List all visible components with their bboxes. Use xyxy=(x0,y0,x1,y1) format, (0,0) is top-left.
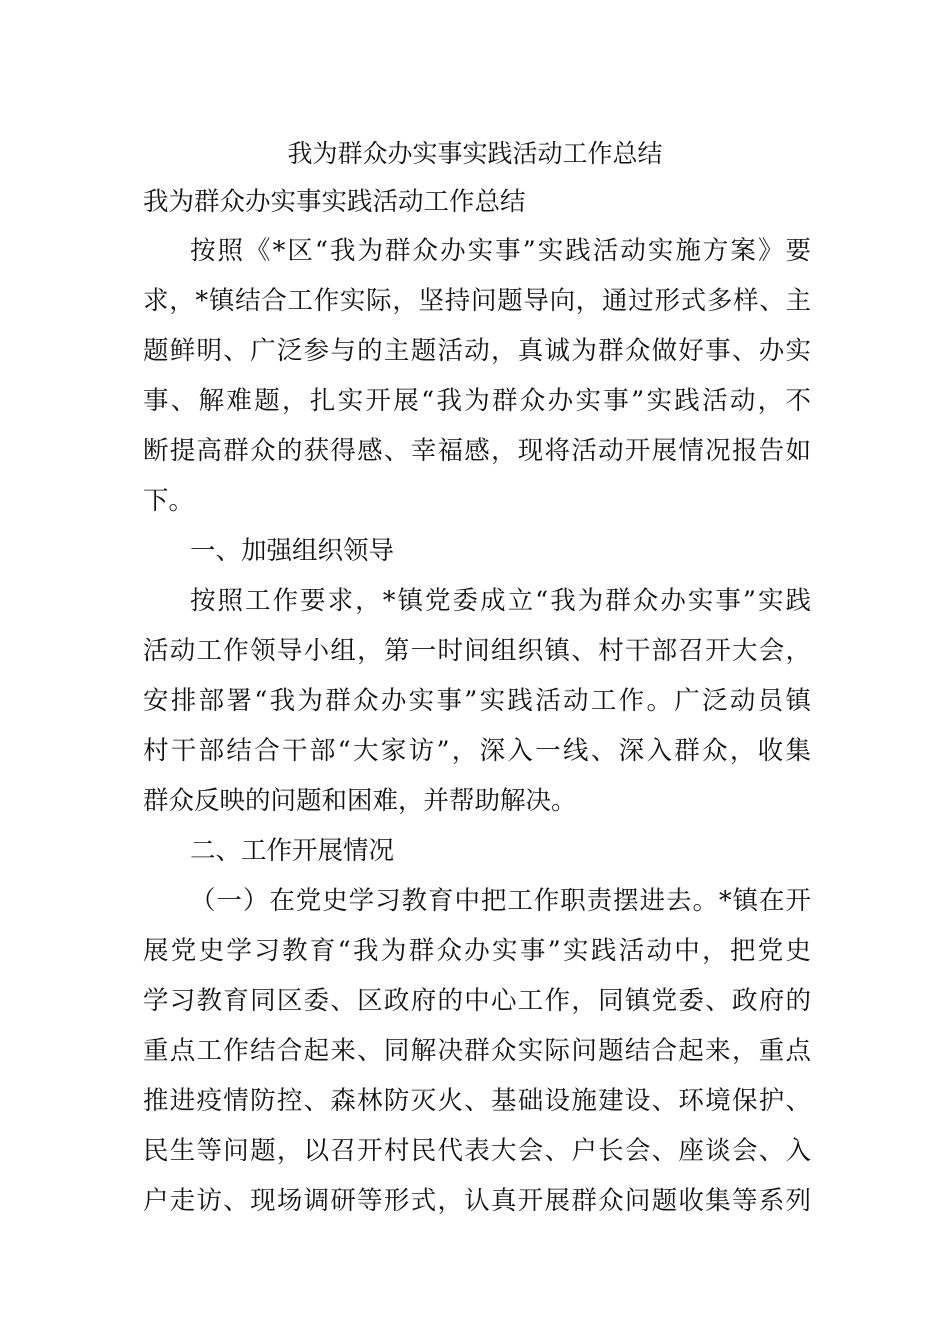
intro-line-4: 事、解难题，扎实开展“我为群众办实事”实践活动，不 xyxy=(143,386,811,416)
section-2-line-2: 展党史学习教育“我为群众办实事”实践活动中，把党史 xyxy=(143,936,811,966)
section-2-line-6: 民生等问题，以召开村民代表大会、户长会、座谈会、入 xyxy=(143,1136,811,1166)
section-1-line-3: 安排部署“我为群众办实事”实践活动工作。广泛动员镇 xyxy=(143,686,811,716)
intro-line-1: 按照《*区“我为群众办实事”实践活动实施方案》要 xyxy=(190,236,811,266)
intro-line-2: 求，*镇结合工作实际，坚持问题导向，通过形式多样、主 xyxy=(143,286,811,316)
intro-line-3: 题鲜明、广泛参与的主题活动，真诚为群众做好事、办实 xyxy=(143,336,811,366)
section-2-line-7: 户走访、现场调研等形式，认真开展群众问题收集等系列 xyxy=(143,1186,811,1216)
section-2-line-4: 重点工作结合起来、同解决群众实际问题结合起来，重点 xyxy=(143,1036,811,1066)
section-1-line-4: 村干部结合干部“大家访”，深入一线、深入群众，收集 xyxy=(143,736,811,766)
section-1-line-5: 群众反映的问题和困难，并帮助解决。 xyxy=(143,786,577,816)
section-2-line-3: 学习教育同区委、区政府的中心工作，同镇党委、政府的 xyxy=(143,986,811,1016)
section-2-line-5: 推进疫情防控、森林防灭火、基础设施建设、环境保护、 xyxy=(143,1086,811,1116)
section-2-line-1: （一）在党史学习教育中把工作职责摆进去。*镇在开 xyxy=(190,886,811,916)
section-2-heading: 二、工作开展情况 xyxy=(190,836,395,866)
section-1-line-2: 活动工作领导小组，第一时间组织镇、村干部召开大会， xyxy=(143,636,811,666)
intro-line-5: 断提高群众的获得感、幸福感，现将活动开展情况报告如 xyxy=(143,436,811,466)
intro-line-6: 下。 xyxy=(143,486,195,516)
section-1-line-1: 按照工作要求，*镇党委成立“我为群众办实事”实践 xyxy=(190,586,811,616)
section-1-heading: 一、加强组织领导 xyxy=(190,536,395,566)
document-subtitle: 我为群众办实事实践活动工作总结 xyxy=(143,187,526,217)
document-title: 我为群众办实事实践活动工作总结 xyxy=(287,139,663,168)
